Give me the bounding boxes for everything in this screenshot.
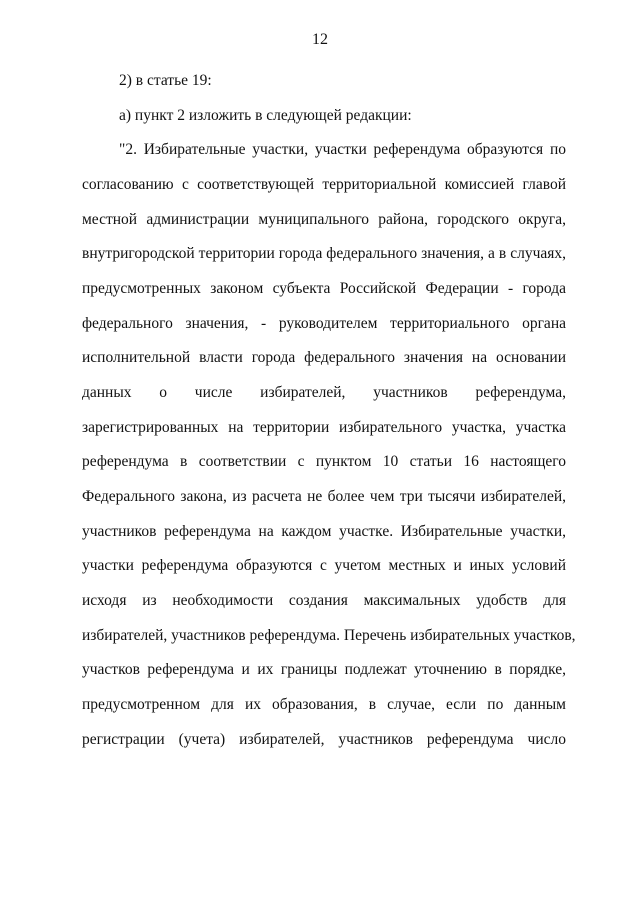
paragraph-line-6: федерального значения, - руководителем территориального органа <box>82 315 566 332</box>
paragraph-line-15: избирателей, участников референдума. Перечень избирательных участков, <box>82 627 576 644</box>
paragraph-line-1: "2. Избирательные участки, участки референдума образуются по <box>119 141 566 158</box>
paragraph-line-2: согласованию с соответствующей территориальной комиссией главой <box>82 176 566 193</box>
paragraph-line-5: предусмотренных законом субъекта Российской Федерации - города <box>82 280 566 297</box>
paragraph-line-14: исходя из необходимости создания максимальных удобств для <box>82 592 566 609</box>
page-number: 12 <box>312 31 328 48</box>
paragraph-line-8: данных о числе избирателей, участников референдума, <box>82 384 566 401</box>
paragraph-line-11: Федерального закона, из расчета не более чем три тысячи избирателей, <box>82 488 566 505</box>
paragraph-line-18: регистрации (учета) избирателей, участников референдума число <box>82 731 566 748</box>
subitem-heading: а) пункт 2 изложить в следующей редакции: <box>119 107 412 124</box>
paragraph-line-3: местной администрации муниципального района, городского округа, <box>82 211 566 228</box>
paragraph-line-13: участки референдума образуются с учетом местных и иных условий <box>82 557 566 574</box>
paragraph-line-10: референдума в соответствии с пунктом 10 статьи 16 настоящего <box>82 453 566 470</box>
paragraph-line-12: участников референдума на каждом участке. Избирательные участки, <box>82 523 566 540</box>
paragraph-line-9: зарегистрированных на территории избирательного участка, участка <box>82 419 566 436</box>
paragraph-line-7: исполнительной власти города федерального значения на основании <box>82 349 566 366</box>
paragraph-line-17: предусмотренном для их образования, в случае, если по данным <box>82 696 566 713</box>
item-heading: 2) в статье 19: <box>119 72 212 89</box>
paragraph-line-4: внутригородской территории города федерального значения, а в случаях, <box>82 245 566 262</box>
paragraph-line-16: участков референдума и их границы подлежат уточнению в порядке, <box>82 661 566 678</box>
